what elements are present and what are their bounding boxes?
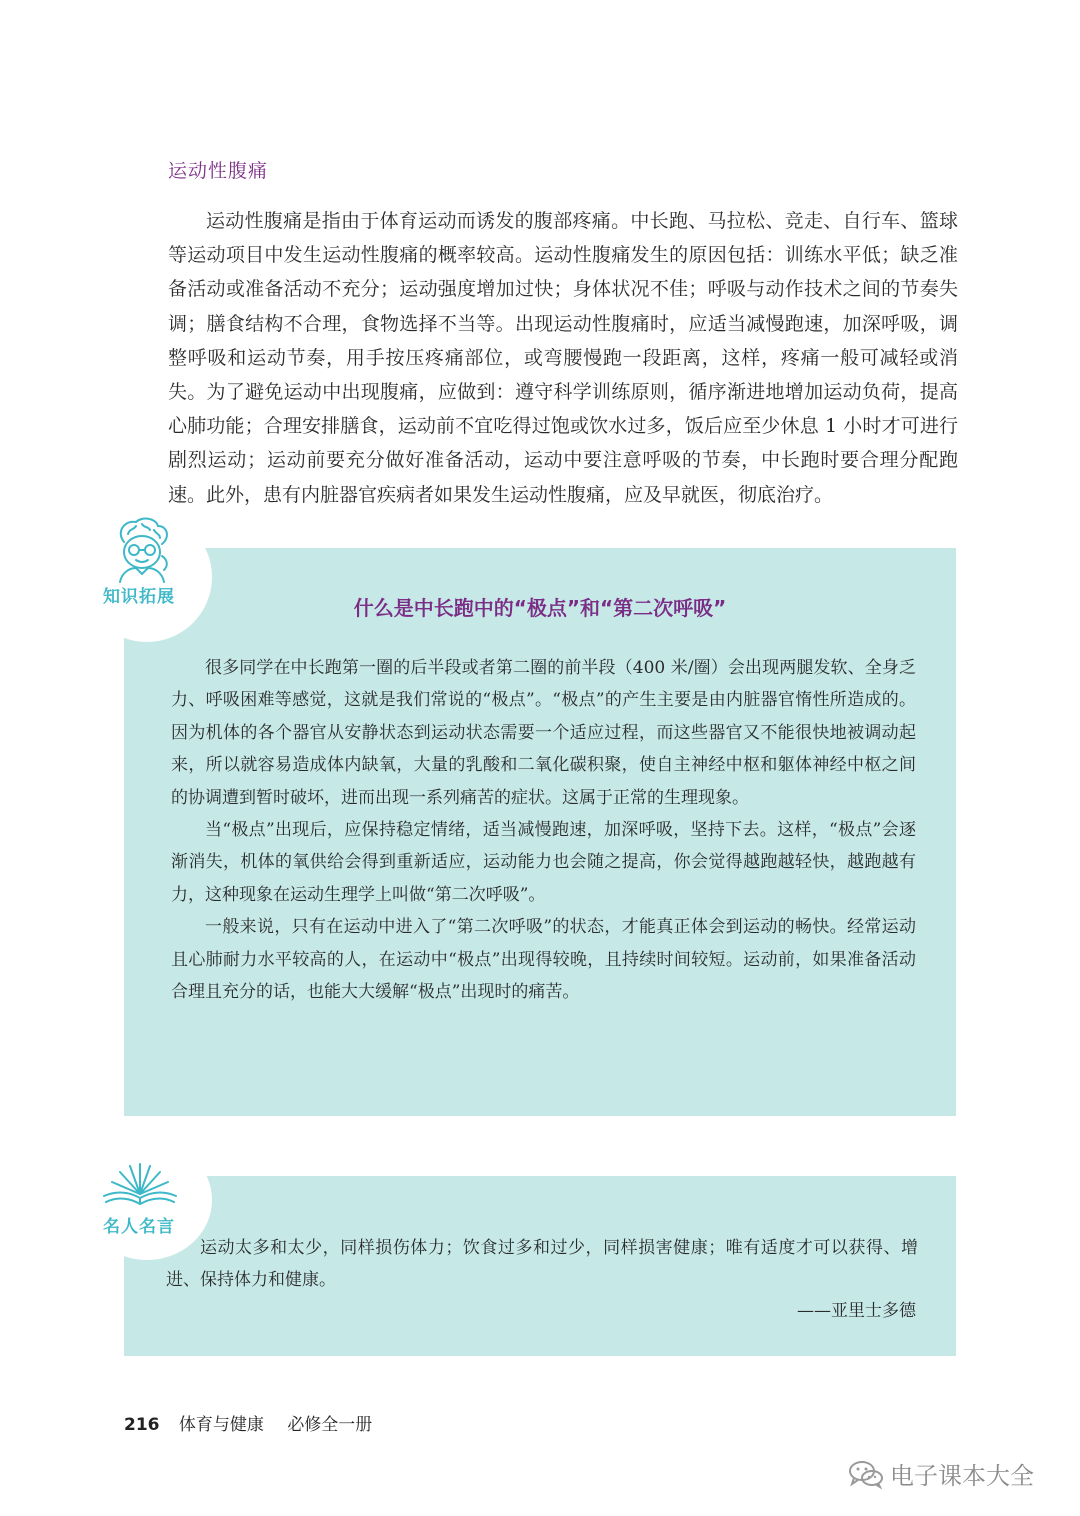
watermark (848, 1456, 1034, 1491)
quote-box (124, 1176, 956, 1356)
page-footer (124, 1410, 372, 1435)
knowledge-paragraph: 当“极点”出现后，应保持稳定情绪，适当减慢跑速，加深呼吸，坚持下去。这样，“极点”会逐渐消失，机体的氧供给会得到重新适应，运动能力也会随之提高，你会觉得越跑越轻快，越跑越有力，这种现象在运动生理学上叫做“第二次呼吸”。 (171, 820, 916, 905)
knowledge-paragraph: 一般来说，只有在运动中进入了“第二次呼吸”的状态，才能真正体会到运动的畅快。经常运动且心肺耐力水平较高的人，在运动中“极点”出现得较晚，且持续时间较短。运动前，如果准备活动合理且充分的话，也能大大缓解“极点”出现时的痛苦。 (171, 917, 916, 1003)
wechat-icon (848, 1459, 884, 1489)
book-volume: 必修全一册 (287, 1415, 373, 1435)
knowledge-paragraph: 很多同学在中长跑第一圈的后半段或者第二圈的前半段（400 米/圈）会出现两腿发软、全身乏力、呼吸困难等感觉，这就是我们常说的“极点”。“极点”的产生主要是由内脏器官惰性所造成的。因为机体的各个器官从安静状态到运动状态需要一个适应过程，而这些器官又不能很快地被调动起来，所以就容易造成体内缺氧，大量的乳酸和二氧化碳积聚，使自主神经中枢和躯体神经中枢之间的协调遭到暂时破坏，进而出现一系列痛苦的症状。这属于正常的生理现象。 (171, 658, 916, 808)
section-heading: 运动性腹痛 (168, 160, 269, 182)
knowledge-title: 什么是中长跑中的“极点”和“第二次呼吸” (353, 596, 727, 620)
quote-paragraph: 运动太多和太少，同样损伤体力；饮食过多和过少，同样损害健康；唯有适度才可以获得、增进、保持体力和健康。 (166, 1238, 918, 1291)
quote-text (166, 1232, 918, 1297)
quote-badge-label: 名人名言 (103, 1217, 175, 1237)
knowledge-badge-label: 知识拓展 (103, 587, 175, 607)
page-number: 216 (124, 1415, 160, 1435)
knowledge-text (171, 652, 916, 1008)
book-title: 体育与健康 (178, 1415, 264, 1435)
book-icon (100, 1160, 180, 1208)
knowledge-box (124, 548, 956, 1116)
scholar-icon (106, 516, 176, 584)
main-paragraph: 运动性腹痛是指由于体育运动而诱发的腹部疼痛。中长跑、马拉松、竞走、自行车、篮球等运动项目中发生运动性腹痛的概率较高。运动性腹痛发生的原因包括：训练水平低；缺乏准备活动或准备活动不充分；运动强度增加过快；身体状况不佳；呼吸与动作技术之间的节奏失调；膳食结构不合理，食物选择不当等。出现运动性腹痛时，应适当减慢跑速，加深呼吸，调整呼吸和运动节奏，用手按压疼痛部位，或弯腰慢跑一段距离，这样，疼痛一般可减轻或消失。为了避免运动中出现腹痛，应做到：遵守科学训练原则，循序渐进地增加运动负荷，提高心肺功能；合理安排膳食，运动前不宜吃得过饱或饮水过多，饭后应至少休息 1 小时才可进行剧烈运动；运动前要充分做好准备活动，运动中要注意呼吸的节奏，中长跑时要合理分配跑速。此外，患有内脏器官疾病者如果发生运动性腹痛，应及早就医，彻底治疗。 (168, 210, 958, 506)
quote-author: ——亚里士多德 (797, 1301, 916, 1321)
main-text (168, 204, 958, 512)
watermark-text: 电子课本大全 (890, 1462, 1034, 1490)
